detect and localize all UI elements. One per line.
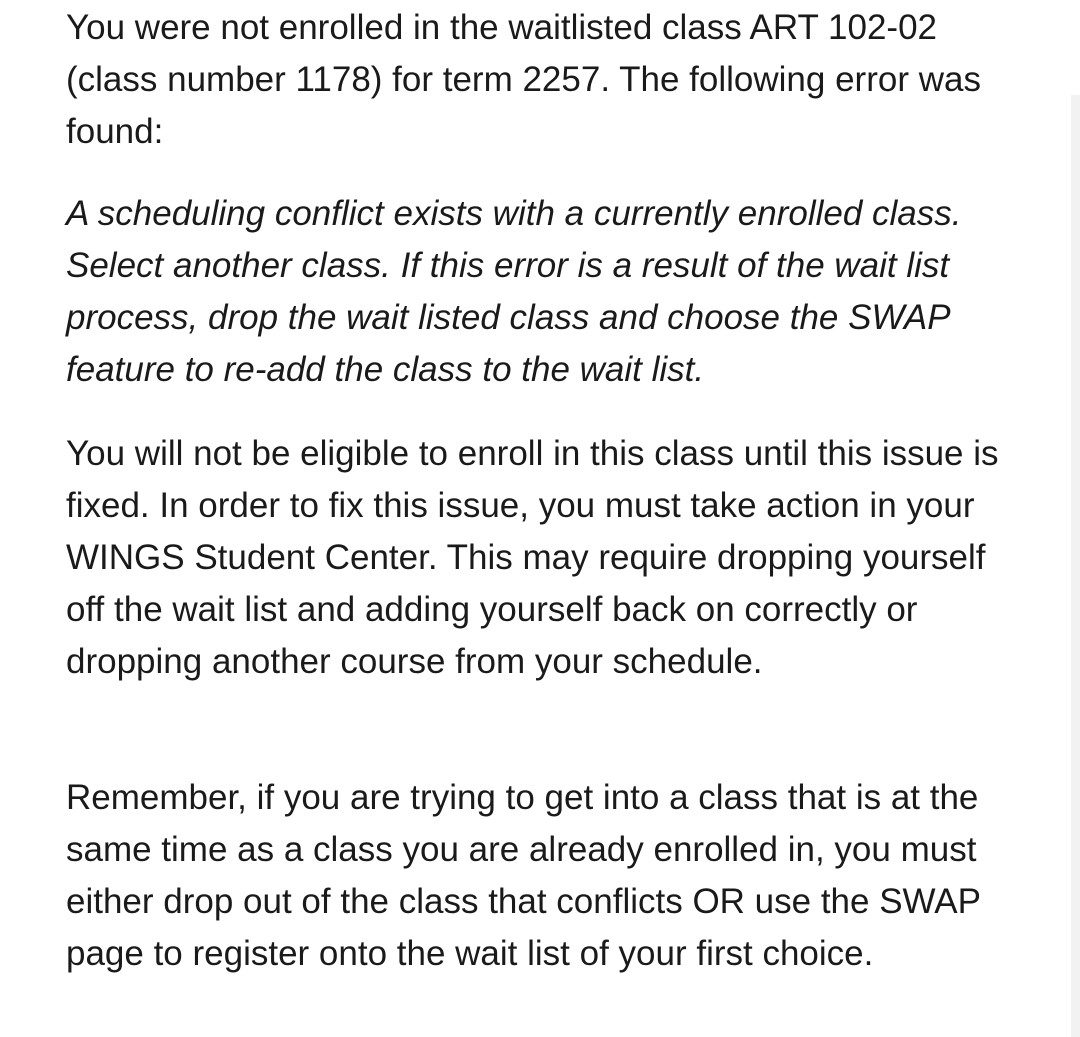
scrollbar-track[interactable] bbox=[1071, 95, 1080, 1037]
error-message-paragraph: A scheduling conflict exists with a currently enrolled class. Select another class. If this error is a result of the wait list process, drop the wait listed class and choose the SWAP feature to re-add the class to the wait list. bbox=[66, 194, 962, 389]
intro-paragraph: You were not enrolled in the waitlisted class ART 102-02 (class number 1178) for term 2257. The following error was found: bbox=[66, 8, 981, 151]
reminder-paragraph: Remember, if you are trying to get into a class that is at the same time as a class you are already enrolled in, you must either drop out of the class that conflicts OR use the SWAP page to register onto the wait list of your first choice. bbox=[66, 778, 981, 973]
eligibility-paragraph: You will not be eligible to enroll in this class until this issue is fixed. In order to fix this issue, you must take action in your WINGS Student Center. This may require dropping yourself off the wait list and adding yourself back on correctly or dropping another course from your schedule. bbox=[66, 434, 999, 681]
